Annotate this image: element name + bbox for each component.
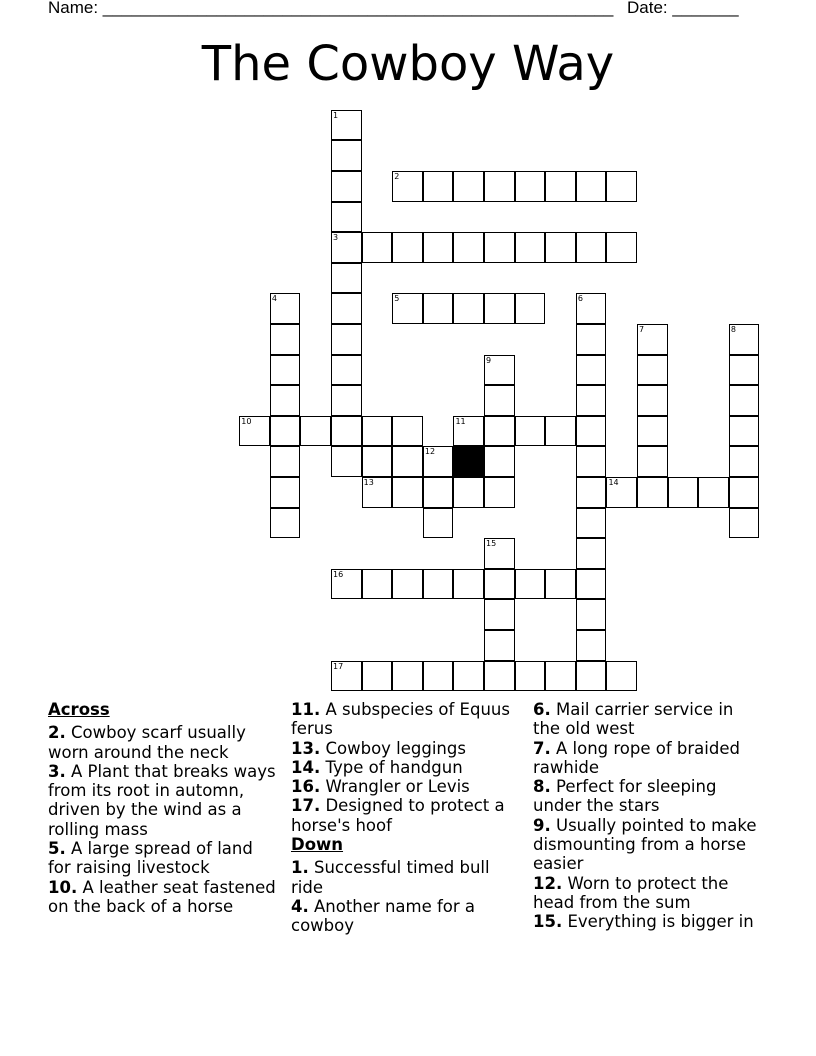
- grid-cell[interactable]: [484, 171, 515, 202]
- grid-cell[interactable]: [423, 477, 454, 508]
- grid-cell[interactable]: [637, 324, 668, 355]
- grid-cell[interactable]: [484, 599, 515, 630]
- grid-cell[interactable]: [729, 416, 760, 447]
- grid-cell[interactable]: [362, 446, 393, 477]
- clue-item-text: Another name for a cowboy: [291, 896, 476, 936]
- grid-cell[interactable]: [453, 416, 484, 447]
- clue-item-number: 6.: [533, 700, 551, 719]
- clue-item-number: 7.: [533, 738, 551, 758]
- grid-cell[interactable]: [392, 569, 423, 600]
- clue-item: [291, 700, 523, 739]
- clue-item-text: Worn to protect the head from the sum: [533, 873, 729, 912]
- grid-cell[interactable]: [515, 293, 546, 324]
- clue-item-number: 13.: [291, 738, 321, 758]
- grid-cell[interactable]: [331, 355, 362, 386]
- clue-item-number: 1.: [291, 858, 309, 878]
- grid-cell[interactable]: [331, 202, 362, 233]
- grid-cell[interactable]: [576, 661, 607, 692]
- grid-cell[interactable]: [392, 171, 423, 202]
- grid-cell[interactable]: [362, 661, 393, 692]
- clue-item: [291, 758, 523, 777]
- grid-cell[interactable]: [331, 385, 362, 416]
- clue-item: [291, 897, 523, 936]
- grid-cell[interactable]: [392, 232, 423, 263]
- grid-cell[interactable]: [484, 630, 515, 661]
- clue-item-text: A Plant that breaks ways from its root in automn, driven by the wind as a rolling mass: [48, 761, 276, 839]
- clue-item-text: A subspecies of Equus ferus: [291, 700, 510, 739]
- grid-cell[interactable]: [270, 446, 301, 477]
- grid-cell[interactable]: [331, 171, 362, 202]
- clue-item-number: 9.: [533, 815, 551, 835]
- clue-item-number: 11.: [291, 700, 321, 719]
- grid-cell[interactable]: [331, 263, 362, 294]
- clue-item-text: Cowboy scarf usually worn around the neck: [48, 723, 246, 762]
- grid-cell[interactable]: [637, 446, 668, 477]
- grid-cell[interactable]: [484, 293, 515, 324]
- black-cell: [453, 446, 484, 477]
- grid-cell[interactable]: [270, 324, 301, 355]
- clue-item: [48, 878, 280, 917]
- grid-cell[interactable]: [423, 232, 454, 263]
- clue-number: 6: [577, 294, 583, 304]
- grid-cell[interactable]: [484, 538, 515, 569]
- grid-cell[interactable]: [484, 661, 515, 692]
- grid-cell[interactable]: [423, 569, 454, 600]
- grid-cell[interactable]: [270, 477, 301, 508]
- clue-item-text: Designed to protect a horse's hoof: [291, 796, 505, 835]
- grid-cell[interactable]: [484, 416, 515, 447]
- grid-cell[interactable]: [515, 416, 546, 447]
- grid-cell[interactable]: [362, 416, 393, 447]
- clue-number: 4: [271, 294, 277, 304]
- clue-item: [48, 839, 280, 878]
- grid-cell[interactable]: [637, 477, 668, 508]
- clue-item-text: Type of handgun: [320, 757, 463, 777]
- clues-column-3: [533, 700, 765, 932]
- clue-item-text: A long rope of braided rawhide: [533, 738, 740, 777]
- clue-number: 3: [333, 233, 339, 243]
- clue-number: 14: [608, 478, 619, 488]
- grid-cell[interactable]: [606, 232, 637, 263]
- date-field-label: Date: _______: [627, 0, 739, 17]
- clue-item-number: 16.: [291, 777, 321, 797]
- clue-number: 12: [424, 447, 436, 457]
- grid-cell[interactable]: [576, 324, 607, 355]
- grid-cell[interactable]: [576, 293, 607, 324]
- grid-cell[interactable]: [423, 508, 454, 539]
- clue-number: 13: [363, 478, 374, 488]
- grid-cell[interactable]: [453, 569, 484, 600]
- clue-number: 1: [333, 110, 339, 120]
- grid-cell[interactable]: [362, 477, 393, 508]
- clue-number: 8: [730, 325, 736, 335]
- grid-cell[interactable]: [545, 661, 576, 692]
- grid-cell[interactable]: [515, 661, 546, 692]
- clue-number: 10: [241, 416, 252, 426]
- grid-cell[interactable]: [270, 385, 301, 416]
- grid-cell[interactable]: [729, 477, 760, 508]
- grid-cell[interactable]: [423, 446, 454, 477]
- grid-cell[interactable]: [576, 538, 607, 569]
- grid-cell[interactable]: [698, 477, 729, 508]
- grid-cell[interactable]: [576, 508, 607, 539]
- clue-item: [291, 739, 523, 758]
- clue-item-text: Successful timed bull ride: [291, 858, 490, 897]
- grid-cell[interactable]: [300, 416, 331, 447]
- grid-cell[interactable]: [392, 661, 423, 692]
- grid-cell[interactable]: [270, 355, 301, 386]
- clue-item-number: 10.: [48, 877, 78, 897]
- clue-item: [533, 700, 765, 739]
- clue-item: [533, 816, 765, 874]
- grid-cell[interactable]: [729, 355, 760, 386]
- grid-cell[interactable]: [453, 171, 484, 202]
- clue-number: 5: [394, 294, 400, 304]
- clue-item: [291, 796, 523, 835]
- clue-number: 7: [639, 325, 645, 335]
- clue-item-number: 5.: [48, 839, 66, 859]
- grid-cell[interactable]: [576, 416, 607, 447]
- grid-cell[interactable]: [637, 385, 668, 416]
- grid-cell[interactable]: [484, 569, 515, 600]
- clue-number: 9: [486, 355, 492, 365]
- clue-item: [48, 762, 280, 839]
- grid-cell[interactable]: [392, 446, 423, 477]
- grid-cell[interactable]: [576, 446, 607, 477]
- clue-item-text: Wrangler or Levis: [320, 777, 470, 797]
- grid-cell[interactable]: [484, 446, 515, 477]
- grid-cell[interactable]: [729, 446, 760, 477]
- across-heading: Across: [48, 700, 110, 719]
- grid-cell[interactable]: [331, 293, 362, 324]
- grid-cell[interactable]: [576, 385, 607, 416]
- clue-item-text: Cowboy leggings: [320, 738, 466, 758]
- grid-cell[interactable]: [729, 508, 760, 539]
- clue-item-text: A leather seat fastened on the back of a horse: [48, 877, 276, 916]
- grid-cell[interactable]: [545, 416, 576, 447]
- grid-cell[interactable]: [331, 446, 362, 477]
- clue-item-number: 12.: [533, 873, 563, 893]
- grid-cell[interactable]: [576, 355, 607, 386]
- clue-item-text: A large spread of land for raising livestock: [48, 839, 253, 878]
- clue-item: [291, 858, 523, 897]
- clue-item: [533, 912, 765, 931]
- clue-number: 16: [333, 569, 344, 579]
- puzzle-title: The Cowboy Way: [201, 36, 615, 92]
- grid-cell[interactable]: [606, 661, 637, 692]
- grid-cell[interactable]: [576, 630, 607, 661]
- grid-cell[interactable]: [637, 416, 668, 447]
- grid-cell[interactable]: [331, 232, 362, 263]
- clue-item-number: 15.: [533, 912, 563, 932]
- clues-column-1: [48, 700, 280, 916]
- grid-cell[interactable]: [545, 232, 576, 263]
- grid-cell[interactable]: [484, 385, 515, 416]
- down-heading: Down: [291, 835, 344, 855]
- clue-item: [533, 777, 765, 816]
- clues-column-2: [291, 700, 523, 936]
- clue-item-number: 14.: [291, 757, 321, 777]
- grid-cell[interactable]: [637, 355, 668, 386]
- clue-number: 2: [394, 172, 400, 182]
- grid-cell[interactable]: [576, 569, 607, 600]
- grid-cell[interactable]: [576, 599, 607, 630]
- clue-item-text: Everything is bigger in: [562, 912, 754, 932]
- grid-cell[interactable]: [423, 171, 454, 202]
- clue-number: 11: [455, 416, 466, 426]
- grid-cell[interactable]: [362, 232, 393, 263]
- grid-cell[interactable]: [270, 293, 301, 324]
- grid-cell[interactable]: [515, 232, 546, 263]
- grid-cell[interactable]: [239, 416, 270, 447]
- grid-cell[interactable]: [331, 140, 362, 171]
- clue-item-number: 8.: [533, 777, 551, 797]
- clue-item-number: 3.: [48, 761, 66, 781]
- grid-cell[interactable]: [392, 477, 423, 508]
- grid-cell[interactable]: [270, 416, 301, 447]
- grid-cell[interactable]: [515, 569, 546, 600]
- grid-cell[interactable]: [606, 171, 637, 202]
- grid-cell[interactable]: [484, 477, 515, 508]
- grid-cell[interactable]: [362, 569, 393, 600]
- grid-cell[interactable]: [484, 355, 515, 386]
- clue-item-text: Perfect for sleeping under the stars: [533, 777, 717, 816]
- grid-cell[interactable]: [729, 324, 760, 355]
- grid-cell[interactable]: [606, 477, 637, 508]
- grid-cell[interactable]: [423, 661, 454, 692]
- clue-item-text: Mail carrier service in the old west: [533, 700, 734, 739]
- clue-item-number: 4.: [291, 896, 309, 916]
- grid-cell[interactable]: [331, 416, 362, 447]
- grid-cell[interactable]: [453, 661, 484, 692]
- grid-cell[interactable]: [576, 232, 607, 263]
- grid-cell[interactable]: [545, 569, 576, 600]
- clue-item: [533, 739, 765, 778]
- grid-cell[interactable]: [392, 416, 423, 447]
- name-field-label: Name: ______________________________________________________: [48, 0, 614, 17]
- grid-cell[interactable]: [270, 508, 301, 539]
- clue-item-number: 2.: [48, 723, 66, 743]
- clue-number: 15: [486, 539, 497, 549]
- grid-cell[interactable]: [453, 477, 484, 508]
- grid-cell[interactable]: [392, 293, 423, 324]
- grid-cell[interactable]: [484, 232, 515, 263]
- grid-cell[interactable]: [545, 171, 576, 202]
- grid-cell[interactable]: [576, 477, 607, 508]
- clue-item-number: 17.: [291, 796, 321, 816]
- clue-item: [291, 777, 523, 796]
- grid-cell[interactable]: [729, 385, 760, 416]
- grid-cell[interactable]: [453, 232, 484, 263]
- grid-cell[interactable]: [331, 324, 362, 355]
- grid-cell[interactable]: [331, 569, 362, 600]
- grid-cell[interactable]: [668, 477, 699, 508]
- grid-cell[interactable]: [423, 293, 454, 324]
- grid-cell[interactable]: [331, 661, 362, 692]
- clue-item: [533, 874, 765, 913]
- grid-cell[interactable]: [515, 171, 546, 202]
- clue-number: 17: [333, 661, 344, 671]
- grid-cell[interactable]: [576, 171, 607, 202]
- grid-cell[interactable]: [331, 110, 362, 141]
- grid-cell[interactable]: [453, 293, 484, 324]
- clue-item-text: Usually pointed to make dismounting from a horse easier: [533, 815, 757, 874]
- clue-item: [48, 723, 280, 762]
